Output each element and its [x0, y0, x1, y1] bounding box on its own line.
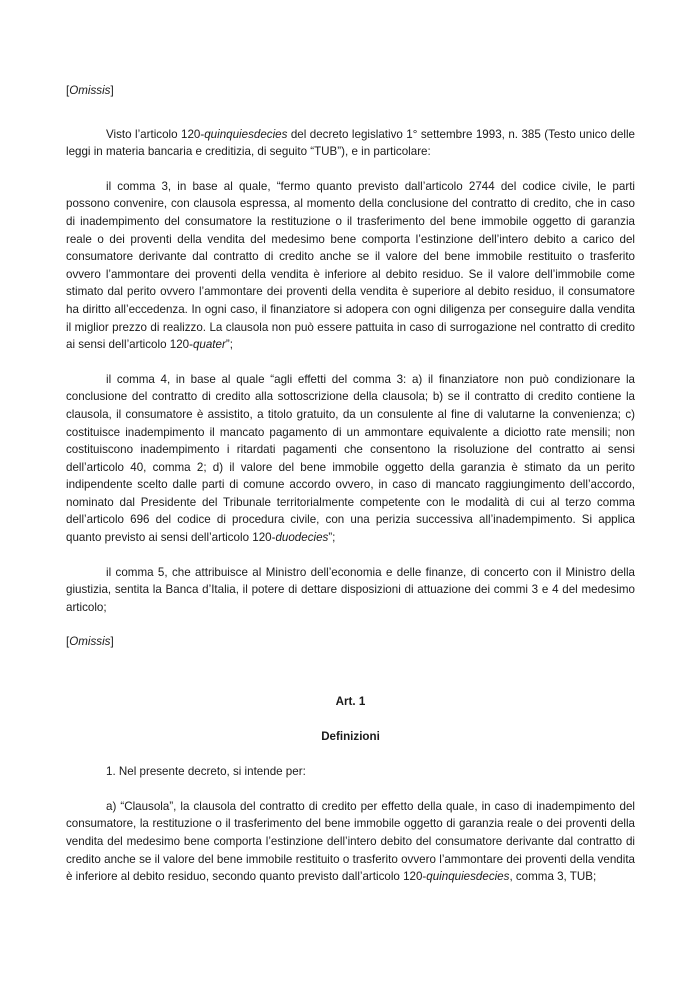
comma-4-paragraph: il comma 4, in base al quale “agli effetti del comma 3: a) il finanziatore non può condizionare la conclusione del contratto di credito alla sottoscrizione della clausola; b) se il contratto di credito contiene la clausola, il consumatore è assistito, a titolo gratuito, da un consulente al fine di valutarne la convenienza; c) costituisce inadempimento il mancato pagamento di un ammontare equivalente a diciotto rate mensili; non costituiscono inadempimento i ritardati pagamenti che consentono la risoluzione del contratto ai sensi dell’articolo 40, comma 2; d) il valore del bene immobile oggetto della garanzia è stimato da un perito indipendente scelto dalle parti di comune accordo ovvero, in caso di mancato raggiungimento dell’accordo, nominato dal Presidente del Tribunale territorialmente competente con le modalità di cui al terzo comma dell’articolo 696 del codice di procedura civile, con una perizia successiva all’inadempimento. Si applica quanto previsto ai sensi dell’articolo 120-duodecies”;	[66, 372, 635, 545]
omissis-marker: [Omissis]	[66, 84, 114, 97]
omissis-text: Omissis	[69, 84, 111, 97]
article-title: Definizioni	[321, 729, 380, 743]
definition-item-a: a) “Clausola”, la clausola del contratto di credito per effetto della quale, in caso di inadempimento del consumatore, la restituzione o il trasferimento del bene immobile oggetto di garanzia reale o dei proventi della vendita del medesimo bene comporta l’estinzione dell’intero debito del consumatore derivante dal contratto di credito anche se il valore del bene immobile restituito o trasferito ovvero l’ammontare dei proventi della vendita è inferiore al debito residuo, secondo quanto previsto dall’articolo 120-quinquiesdecies, comma 3, TUB;	[66, 799, 635, 884]
comma-5-paragraph: il comma 5, che attribuisce al Ministro dell’economia e delle finanze, di concerto con il Ministro della giustizia, sentita la Banca d’Italia, il potere di dettare disposizioni di attuazione dei commi 3 e 4 del medesimo articolo;	[66, 565, 635, 614]
comma-3-paragraph: il comma 3, in base al quale, “fermo quanto previsto dall’articolo 2744 del codice civile, le parti possono convenire, con clausola espressa, al momento della conclusione del contratto di credito, che in caso di inadempimento del consumatore la restituzione o il trasferimento del bene immobile oggetto di garanzia reale o dei proventi della vendita del medesimo bene comporta l’estinzione dell’intero debito a carico del consumatore derivante dal contratto di credito anche se il valore del bene immobile restituito o trasferito ovvero l’ammontare dei proventi della vendita è inferiore al debito residuo. Se il valore dell’immobile come stimato dal perito ovvero l’ammontare dei proventi della vendita è superiore al debito residuo, il consumatore ha diritto all’eccedenza. In ogni caso, il finanziatore si adopera con ogni diligenza per conseguire dalla vendita il miglior prezzo di realizzo. La clausola non può essere pattuita in caso di surrogazione nel contratto di credito ai sensi dell’articolo 120-quater”;	[66, 179, 635, 352]
omissis-marker: [Omissis]	[66, 635, 114, 649]
article-intro: 1. Nel presente decreto, si intende per:	[106, 765, 306, 779]
article-number: Art. 1	[335, 695, 366, 709]
omissis-text: Omissis	[69, 635, 111, 649]
visto-paragraph: Visto l’articolo 120-quinquiesdecies del decreto legislativo 1° settembre 1993, n. 385 (Testo unico delle leggi in materia bancaria e creditizia, di seguito “TUB”), e in particolare:	[66, 127, 635, 159]
document-page	[66, 82, 635, 903]
